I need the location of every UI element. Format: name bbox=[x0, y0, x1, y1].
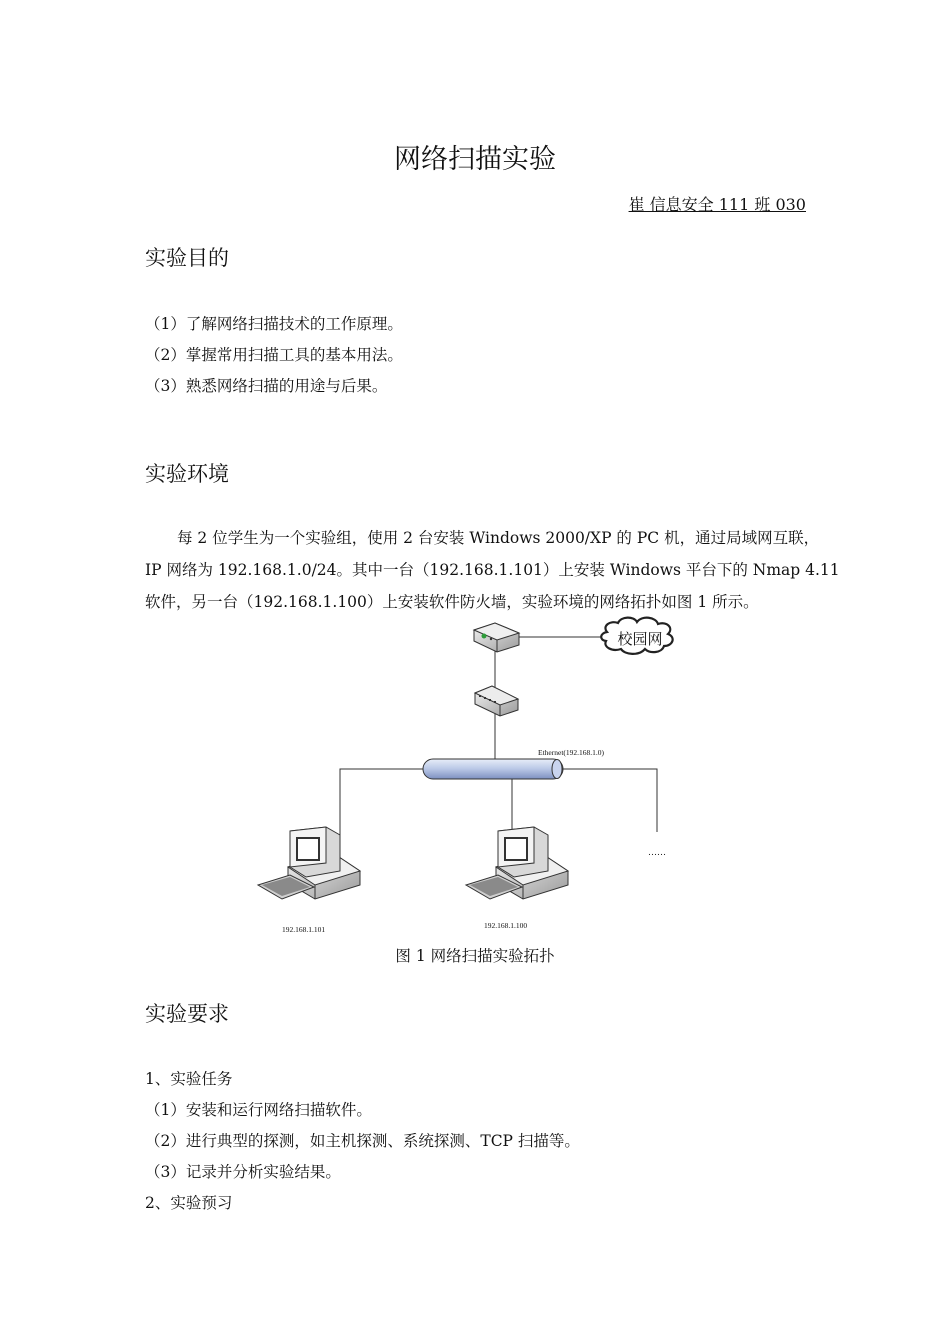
author-line: 崔 信息安全 111 班 030 bbox=[628, 195, 806, 214]
ethernet-bus bbox=[423, 759, 563, 779]
requirements-line: 2、实验预习 bbox=[145, 1194, 233, 1212]
purpose-item: （2）掌握常用扫描工具的基本用法。 bbox=[145, 346, 403, 364]
requirements-line: （1）安装和运行网络扫描软件。 bbox=[145, 1101, 372, 1119]
more-hosts-ellipsis: …… bbox=[648, 847, 666, 857]
section-heading-purpose: 实验目的 bbox=[145, 246, 229, 270]
purpose-item: （1）了解网络扫描技术的工作原理。 bbox=[145, 315, 403, 333]
computer-icon bbox=[466, 827, 568, 899]
switch-icon bbox=[475, 686, 518, 716]
environment-line: 软件，另一台（192.168.1.100）上安装软件防火墙，实验环境的网络拓扑如图 1 所示。 bbox=[145, 593, 759, 611]
environment-line: 每 2 位学生为一个实验组，使用 2 台安装 Windows 2000/XP 的 PC 机，通过局域网互联， bbox=[177, 529, 820, 547]
connection-lines bbox=[340, 637, 657, 840]
section-heading-requirements: 实验要求 bbox=[145, 1002, 229, 1026]
requirements-line: （3）记录并分析实验结果。 bbox=[145, 1163, 341, 1181]
environment-line: IP 网络为 192.168.1.0/24。其中一台（192.168.1.101）上安装 Windows 平台下的 Nmap 4.11 bbox=[145, 561, 840, 579]
router-icon bbox=[474, 623, 519, 652]
section-heading-environment: 实验环境 bbox=[145, 462, 229, 486]
figure-caption: 图 1 网络扫描实验拓扑 bbox=[395, 947, 555, 965]
pc2-ip-label: 192.168.1.100 bbox=[484, 921, 528, 930]
computer-icon bbox=[258, 827, 360, 899]
ethernet-label: Ethernet(192.168.1.0) bbox=[538, 748, 605, 757]
page-title: 网络扫描实验 bbox=[394, 144, 556, 175]
purpose-item: （3）熟悉网络扫描的用途与后果。 bbox=[145, 377, 388, 395]
cloud-label: 校园网 bbox=[617, 632, 663, 648]
pc1-ip-label: 192.168.1.101 bbox=[282, 925, 326, 934]
requirements-line: （2）进行典型的探测，如主机探测、系统探测、TCP 扫描等。 bbox=[145, 1132, 580, 1150]
requirements-line: 1、实验任务 bbox=[145, 1070, 233, 1088]
